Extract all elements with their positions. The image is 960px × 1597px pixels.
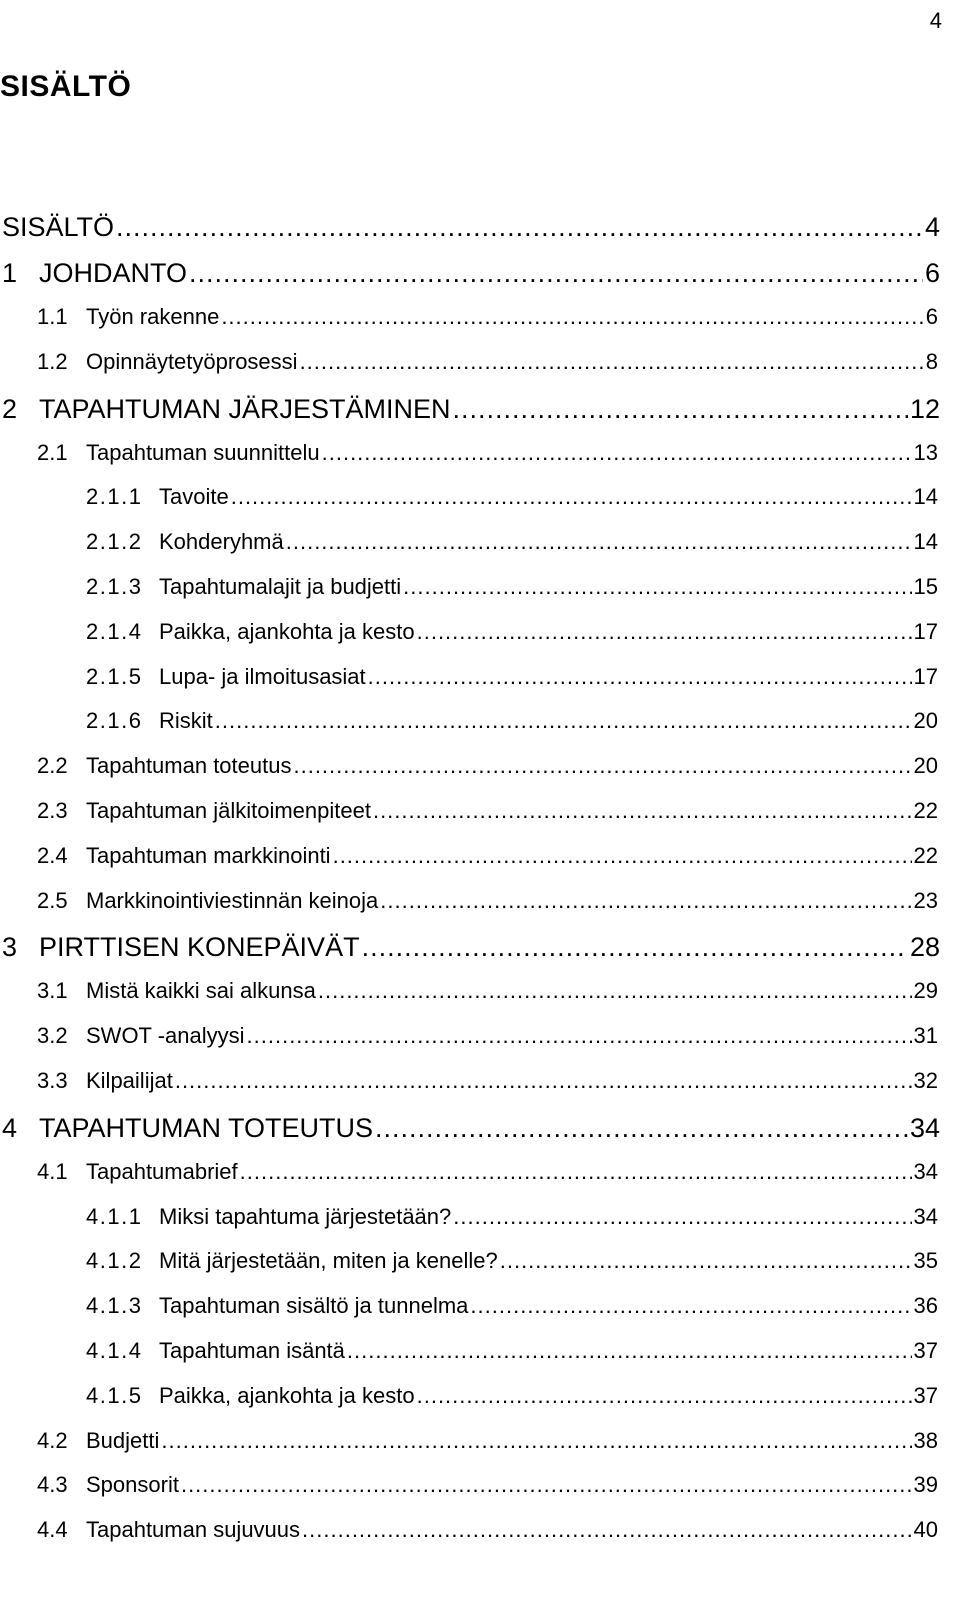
toc-entry-page: 20	[913, 708, 938, 734]
toc-dot-leader	[116, 212, 923, 243]
toc-entry[interactable]	[0, 304, 960, 349]
toc-entry-page: 38	[913, 1427, 938, 1453]
toc-entry-page: 29	[913, 978, 938, 1004]
toc-dot-leader	[380, 888, 911, 914]
toc-entry[interactable]	[0, 529, 960, 574]
toc-dot-leader	[175, 1068, 912, 1094]
toc-entry-title: Tapahtumabrief	[86, 1158, 238, 1184]
toc-entry-number: 4.2	[37, 1427, 68, 1453]
toc-entry-title: Kilpailijat	[86, 1067, 173, 1093]
toc-entry-number: 3.1	[37, 978, 68, 1004]
toc-entry[interactable]	[0, 484, 960, 529]
toc-entry-page: 34	[913, 1203, 938, 1229]
toc-entry-page: 6	[924, 258, 940, 288]
toc-entry-title: PIRTTISEN KONEPÄIVÄT	[39, 932, 360, 963]
toc-entry-page: 23	[913, 887, 938, 913]
toc-entry[interactable]	[0, 1023, 960, 1068]
toc-dot-leader	[453, 1204, 911, 1230]
toc-entry-page: 8	[925, 348, 938, 374]
toc-dot-leader	[231, 484, 912, 510]
toc-entry-number: 4	[2, 1112, 18, 1143]
toc-entry-number: 2.3	[37, 797, 68, 823]
toc-dot-leader	[302, 1517, 911, 1543]
toc-entry-page: 28	[909, 932, 940, 963]
toc-entry-title: Tapahtuman toteutus	[86, 753, 292, 779]
toc-entry-page: 12	[909, 393, 940, 424]
toc-entry-title: Tapahtuman jälkitoimenpiteet	[86, 797, 371, 823]
toc-entry[interactable]	[0, 1113, 960, 1159]
toc-dot-leader	[500, 1248, 912, 1274]
toc-entry-title: Mistä kaikki sai alkunsa	[86, 978, 316, 1004]
toc-entry-page: 35	[913, 1248, 938, 1274]
table-of-contents	[0, 212, 960, 1562]
toc-entry[interactable]	[0, 1248, 960, 1293]
toc-entry[interactable]	[0, 1068, 960, 1113]
toc-entry-page: 34	[909, 1112, 940, 1143]
toc-entry-number: 2.1.6	[86, 708, 143, 734]
toc-dot-leader	[286, 529, 912, 555]
toc-dot-leader	[240, 1159, 912, 1185]
toc-entry[interactable]	[0, 1338, 960, 1383]
toc-entry-title: Tapahtuman sujuvuus	[86, 1517, 301, 1543]
toc-entry[interactable]	[0, 440, 960, 485]
toc-entry-number: 2.1	[37, 439, 68, 465]
toc-entry-title: SWOT -analyysi	[86, 1023, 245, 1049]
toc-entry-title: Sponsorit	[86, 1472, 179, 1498]
toc-dot-leader	[215, 708, 912, 734]
toc-entry-page: 22	[913, 797, 938, 823]
toc-entry-number: 2.1.4	[86, 618, 143, 644]
toc-entry-number: 2.1.2	[86, 529, 143, 555]
toc-dot-leader	[373, 798, 912, 824]
toc-entry-page: 37	[913, 1337, 938, 1363]
toc-entry[interactable]	[0, 1383, 960, 1428]
toc-entry-title: JOHDANTO	[39, 258, 188, 288]
toc-dot-leader	[322, 440, 912, 466]
toc-entry[interactable]	[0, 619, 960, 664]
toc-entry-page: 17	[913, 663, 938, 689]
toc-entry-number: 4.1.2	[86, 1248, 143, 1274]
toc-entry[interactable]	[0, 1293, 960, 1338]
toc-entry[interactable]	[0, 753, 960, 798]
toc-dot-leader	[221, 304, 923, 330]
toc-entry-number: 3.2	[37, 1023, 68, 1049]
toc-entry[interactable]	[0, 888, 960, 933]
toc-dot-leader	[161, 1428, 911, 1454]
toc-dot-leader	[417, 619, 912, 645]
toc-dot-leader	[189, 258, 923, 289]
toc-entry-title: Tapahtuman isäntä	[159, 1337, 345, 1363]
toc-entry-page: 14	[913, 529, 938, 555]
toc-entry-page: 4	[924, 212, 940, 242]
toc-entry-number: 2	[2, 393, 18, 424]
page-title: SISÄLTÖ	[0, 70, 132, 103]
toc-entry-number: 1	[2, 258, 18, 288]
toc-entry[interactable]	[0, 1472, 960, 1517]
toc-entry-number: 3.3	[37, 1067, 68, 1093]
toc-entry-page: 31	[913, 1023, 938, 1049]
toc-entry-number: 4.1.5	[86, 1382, 143, 1408]
toc-entry-title: Työn rakenne	[86, 304, 220, 329]
toc-entry-title: Opinnäytetyöprosessi	[86, 348, 298, 374]
toc-entry-page: 15	[913, 573, 938, 599]
toc-dot-leader	[318, 978, 912, 1004]
toc-entry-number: 3	[2, 932, 18, 963]
toc-entry-page: 39	[913, 1472, 938, 1498]
toc-entry-page: 14	[913, 484, 938, 510]
toc-dot-leader	[403, 574, 911, 600]
toc-entry[interactable]	[0, 664, 960, 709]
toc-entry-page: 6	[925, 304, 938, 329]
toc-entry-number: 1.2	[37, 348, 68, 374]
toc-entry-title: Kohderyhmä	[159, 529, 284, 555]
toc-entry[interactable]	[0, 574, 960, 619]
toc-dot-leader	[362, 932, 908, 963]
toc-entry-title: SISÄLTÖ	[2, 212, 115, 242]
toc-entry-number: 1.1	[37, 304, 68, 329]
toc-entry-title: Tapahtuman markkinointi	[86, 842, 331, 868]
toc-dot-leader	[293, 753, 911, 779]
toc-entry[interactable]	[0, 394, 960, 440]
toc-entry[interactable]	[0, 1517, 960, 1562]
toc-entry-title: Tapahtuman sisältö ja tunnelma	[159, 1293, 469, 1319]
toc-entry-page: 36	[913, 1293, 938, 1319]
toc-entry[interactable]	[0, 212, 960, 258]
toc-entry-title: Paikka, ajankohta ja kesto	[159, 1382, 415, 1408]
toc-entry-page: 40	[913, 1517, 938, 1543]
toc-dot-leader	[333, 843, 912, 869]
toc-entry[interactable]	[0, 258, 960, 304]
toc-entry-page: 32	[913, 1067, 938, 1093]
toc-entry-number: 2.1.3	[86, 573, 143, 599]
toc-dot-leader	[375, 1113, 908, 1144]
toc-dot-leader	[368, 664, 912, 690]
toc-entry[interactable]	[0, 708, 960, 753]
toc-entry-title: Paikka, ajankohta ja kesto	[159, 618, 415, 644]
toc-entry-number: 4.3	[37, 1472, 68, 1498]
toc-dot-leader	[347, 1338, 912, 1364]
toc-entry-title: Budjetti	[86, 1427, 160, 1453]
toc-entry-title: Mitä järjestetään, miten ja kenelle?	[159, 1248, 498, 1274]
toc-entry-number: 2.1.5	[86, 663, 143, 689]
toc-dot-leader	[453, 394, 908, 425]
toc-entry-page: 34	[913, 1158, 938, 1184]
toc-dot-leader	[247, 1023, 912, 1049]
toc-entry[interactable]	[0, 1159, 960, 1204]
toc-entry-number: 2.5	[37, 887, 68, 913]
toc-entry-number: 2.2	[37, 753, 68, 779]
toc-dot-leader	[300, 349, 924, 375]
toc-entry-title: Tavoite	[159, 484, 229, 510]
toc-entry[interactable]	[0, 1204, 960, 1249]
toc-entry-page: 17	[913, 618, 938, 644]
toc-entry[interactable]	[0, 349, 960, 394]
toc-entry-title: Lupa- ja ilmoitusasiat	[159, 663, 366, 689]
toc-entry-page: 22	[913, 842, 938, 868]
toc-entry[interactable]	[0, 798, 960, 843]
toc-entry[interactable]	[0, 843, 960, 888]
toc-entry-number: 4.1.4	[86, 1337, 143, 1363]
toc-dot-leader	[470, 1293, 911, 1319]
toc-entry-title: TAPAHTUMAN TOTEUTUS	[39, 1112, 374, 1143]
toc-dot-leader	[181, 1472, 912, 1498]
toc-entry-number: 2.4	[37, 842, 68, 868]
toc-entry-number: 4.4	[37, 1517, 68, 1543]
page-number: 4	[929, 8, 942, 33]
toc-entry-title: Tapahtuman suunnittelu	[86, 439, 320, 465]
toc-entry-number: 4.1.3	[86, 1293, 143, 1319]
toc-entry-page: 20	[913, 753, 938, 779]
toc-entry[interactable]	[0, 1428, 960, 1473]
toc-entry-title: Miksi tapahtuma järjestetään?	[159, 1203, 452, 1229]
toc-entry-title: Riskit	[159, 708, 213, 734]
toc-dot-leader	[417, 1383, 912, 1409]
toc-entry-title: TAPAHTUMAN JÄRJESTÄMINEN	[39, 393, 451, 424]
toc-entry-page: 13	[913, 439, 938, 465]
toc-entry-number: 4.1.1	[86, 1203, 143, 1229]
toc-entry-number: 2.1.1	[86, 484, 143, 510]
toc-entry-title: Markkinointiviestinnän keinoja	[86, 887, 379, 913]
toc-entry[interactable]	[0, 978, 960, 1023]
toc-entry[interactable]	[0, 932, 960, 978]
toc-entry-title: Tapahtumalajit ja budjetti	[159, 573, 402, 599]
toc-entry-page: 37	[913, 1382, 938, 1408]
toc-entry-number: 4.1	[37, 1158, 68, 1184]
